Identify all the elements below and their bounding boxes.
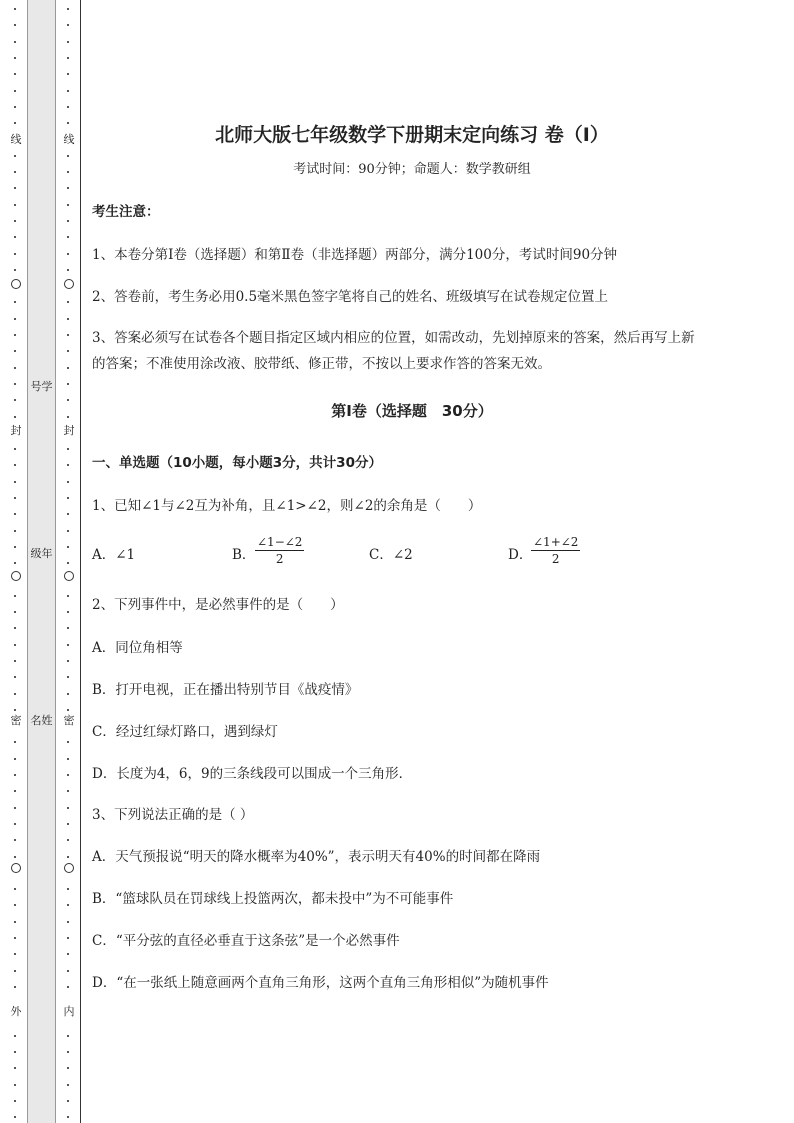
student-number-label: 号学 — [30, 380, 53, 393]
question-3-stem: 3、下列说法正确的是（ ） — [92, 807, 254, 823]
cut-line-dot — [14, 204, 16, 206]
question-2-option-a: A．同位角相等 — [92, 640, 183, 656]
cut-line-dot — [67, 383, 69, 385]
cut-line-dot — [14, 856, 16, 858]
cut-line-dot — [67, 595, 69, 597]
cut-line-dot — [14, 497, 16, 499]
cut-line-dot — [67, 562, 69, 564]
cut-line-dot — [14, 513, 16, 515]
cut-line-dot — [67, 953, 69, 955]
cut-line-dot — [14, 334, 16, 336]
cut-line-dot — [14, 1116, 16, 1118]
cut-line-dot — [67, 122, 69, 124]
cut-line-dot — [14, 41, 16, 43]
cut-line-dot — [14, 464, 16, 466]
cut-line-dot — [14, 367, 16, 369]
cut-line-dot — [67, 1116, 69, 1118]
cut-line-dot — [14, 562, 16, 564]
question-2-option-c: C．经过红绿灯路口，遇到绿灯 — [92, 724, 278, 740]
cut-line-dot — [67, 41, 69, 43]
cut-line-dot — [67, 481, 69, 483]
cut-line-dot — [67, 334, 69, 336]
cut-line-dot — [67, 187, 69, 189]
cut-line-dot — [14, 790, 16, 792]
cut-line-dot — [67, 73, 69, 75]
cut-line-dot — [14, 399, 16, 401]
cut-line-dot — [67, 823, 69, 825]
cut-line-dot — [14, 611, 16, 613]
notice-heading: 考生注意： — [92, 204, 160, 220]
fraction-denominator: 2 — [551, 552, 560, 566]
cut-line-dot — [67, 888, 69, 890]
cut-line-dot — [14, 57, 16, 59]
cut-line-dot — [67, 367, 69, 369]
cut-line-dot — [67, 171, 69, 173]
cut-line-dot — [14, 546, 16, 548]
cut-line-dot — [14, 709, 16, 711]
cut-line-dot — [14, 122, 16, 124]
notice-item: 1、本卷分第Ⅰ卷（选择题）和第Ⅱ卷（非选择题）两部分，满分100分，考试时间90分钟 — [92, 247, 618, 263]
outer-mark-xian: 线 — [10, 133, 22, 146]
question-2-stem: 2、下列事件中，是必然事件的是（ ） — [92, 597, 344, 613]
cut-line-dot — [67, 856, 69, 858]
cut-line-dot — [67, 709, 69, 711]
cut-line-dot — [67, 1084, 69, 1086]
fraction-numerator: ∠1+∠2 — [533, 535, 579, 549]
inner-mark-feng: 封 — [63, 424, 75, 437]
cut-line-dot — [67, 399, 69, 401]
cut-line-dot — [14, 318, 16, 320]
cut-line-dot — [67, 106, 69, 108]
binding-margin — [0, 0, 82, 1123]
outer-dotted-cut-line — [10, 0, 22, 1123]
inner-circle-marker — [64, 279, 74, 289]
question-3-option-a: A．天气预报说“明天的降水概率为40%”，表示明天有40%的时间都在降雨 — [92, 849, 541, 865]
question-1-stem: 1、已知∠1与∠2互为补角，且∠1>∠2，则∠2的余角是（ ） — [92, 498, 482, 514]
section-title: 第Ⅰ卷（选择题 30分） — [331, 402, 493, 420]
cut-line-dot — [14, 171, 16, 173]
cut-line-dot — [67, 8, 69, 10]
cut-line-dot — [14, 416, 16, 418]
fraction-denominator: 2 — [275, 552, 284, 566]
cut-line-dot — [67, 660, 69, 662]
inner-circle-marker — [64, 571, 74, 581]
question-3-option-d: D．“在一张纸上随意画两个直角三角形，这两个直角三角形相似”为随机事件 — [92, 975, 549, 991]
cut-line-dot — [14, 155, 16, 157]
question-1-option-d-fraction — [531, 534, 580, 567]
cut-line-dot — [14, 1084, 16, 1086]
cut-line-dot — [14, 807, 16, 809]
cut-line-dot — [14, 301, 16, 303]
cut-line-dot — [67, 448, 69, 450]
cut-line-dot — [14, 904, 16, 906]
cut-line-dot — [67, 269, 69, 271]
cut-line-dot — [67, 839, 69, 841]
outer-circle-marker — [11, 571, 21, 581]
cut-line-dot — [67, 155, 69, 157]
question-1-option-c: C．∠2 — [369, 547, 413, 563]
inner-dotted-cut-line — [63, 0, 75, 1123]
class-label: 级年 — [30, 547, 53, 560]
cut-line-dot — [14, 774, 16, 776]
cut-line-dot — [67, 497, 69, 499]
cut-line-dot — [67, 24, 69, 26]
outer-mark-wai: 外 — [10, 1005, 22, 1018]
notice-item-continued: 的答案；不准使用涂改液、胶带纸、修正带，不按以上要求作答的答案无效。 — [92, 356, 551, 372]
cut-line-dot — [14, 73, 16, 75]
cut-line-dot — [67, 513, 69, 515]
cut-line-dot — [14, 953, 16, 955]
cut-line-dot — [14, 660, 16, 662]
cut-line-dot — [14, 823, 16, 825]
question-1-option-d-prefix: D． — [508, 547, 533, 563]
cut-line-dot — [67, 236, 69, 238]
cut-line-dot — [67, 1035, 69, 1037]
inner-circle-marker — [64, 863, 74, 873]
cut-line-dot — [14, 8, 16, 10]
cut-line-dot — [14, 627, 16, 629]
cut-line-dot — [14, 187, 16, 189]
notice-item: 2、答卷前，考生务必用0.5毫米黑色签字笔将自己的姓名、班级填写在试卷规定位置上 — [92, 289, 609, 305]
cut-line-dot — [14, 970, 16, 972]
cut-line-dot — [14, 236, 16, 238]
cut-line-dot — [67, 1051, 69, 1053]
cut-line-dot — [67, 220, 69, 222]
cut-line-dot — [67, 627, 69, 629]
cut-line-dot — [14, 481, 16, 483]
cut-line-dot — [67, 1067, 69, 1069]
cut-line-dot — [14, 839, 16, 841]
cut-line-dot — [67, 904, 69, 906]
exam-title: 北师大版七年级数学下册期末定向练习 卷（Ⅰ） — [215, 124, 609, 146]
cut-line-dot — [67, 90, 69, 92]
cut-line-dot — [67, 741, 69, 743]
cut-line-dot — [67, 693, 69, 695]
cut-line-dot — [14, 986, 16, 988]
margin-border-line — [80, 0, 81, 1123]
question-1-option-b-prefix: B． — [232, 547, 256, 563]
outer-circle-marker — [11, 279, 21, 289]
cut-line-dot — [14, 448, 16, 450]
cut-line-dot — [67, 57, 69, 59]
cut-line-dot — [14, 383, 16, 385]
name-label: 名姓 — [30, 714, 53, 727]
question-1-option-a: A．∠1 — [92, 547, 136, 563]
cut-line-dot — [14, 644, 16, 646]
outer-circle-marker — [11, 863, 21, 873]
notice-item: 3、答案必须写在试卷各个题目指定区域内相应的位置，如需改动，先划掉原来的答案，然后再写上新 — [92, 330, 695, 346]
cut-line-dot — [14, 595, 16, 597]
cut-line-dot — [14, 530, 16, 532]
cut-line-dot — [67, 1100, 69, 1102]
fraction-numerator: ∠1−∠2 — [257, 535, 303, 549]
inner-mark-nei: 内 — [63, 1005, 75, 1018]
inner-mark-xian: 线 — [63, 133, 75, 146]
cut-line-dot — [67, 301, 69, 303]
cut-line-dot — [14, 676, 16, 678]
cut-line-dot — [67, 790, 69, 792]
cut-line-dot — [14, 1067, 16, 1069]
cut-line-dot — [67, 986, 69, 988]
question-2-option-b: B．打开电视，正在播出特别节目《战疫情》 — [92, 682, 359, 698]
question-2-option-d: D．长度为4，6，9的三条线段可以围成一个三角形． — [92, 766, 413, 782]
part-heading: 一、单选题（10小题，每小题3分，共计30分） — [92, 455, 382, 471]
cut-line-dot — [67, 676, 69, 678]
cut-line-dot — [14, 220, 16, 222]
cut-line-dot — [14, 269, 16, 271]
cut-line-dot — [14, 1051, 16, 1053]
cut-line-dot — [67, 416, 69, 418]
outer-mark-mi: 密 — [10, 714, 22, 727]
student-info-band — [27, 0, 56, 1123]
cut-line-dot — [14, 1035, 16, 1037]
cut-line-dot — [67, 644, 69, 646]
cut-line-dot — [14, 921, 16, 923]
cut-line-dot — [14, 90, 16, 92]
cut-line-dot — [67, 350, 69, 352]
cut-line-dot — [67, 546, 69, 548]
question-3-option-b: B．“篮球队员在罚球线上投篮两次，都未投中”为不可能事件 — [92, 891, 454, 907]
cut-line-dot — [14, 937, 16, 939]
cut-line-dot — [14, 741, 16, 743]
cut-line-dot — [14, 758, 16, 760]
cut-line-dot — [67, 204, 69, 206]
cut-line-dot — [67, 530, 69, 532]
cut-line-dot — [14, 888, 16, 890]
cut-line-dot — [14, 24, 16, 26]
cut-line-dot — [67, 970, 69, 972]
inner-mark-mi: 密 — [63, 714, 75, 727]
cut-line-dot — [67, 774, 69, 776]
question-1-option-b-fraction — [255, 534, 304, 567]
cut-line-dot — [14, 1100, 16, 1102]
cut-line-dot — [67, 318, 69, 320]
cut-line-dot — [67, 937, 69, 939]
cut-line-dot — [67, 758, 69, 760]
cut-line-dot — [67, 611, 69, 613]
cut-line-dot — [67, 921, 69, 923]
cut-line-dot — [14, 693, 16, 695]
question-3-option-c: C．“平分弦的直径必垂直于这条弦”是一个必然事件 — [92, 933, 400, 949]
cut-line-dot — [14, 253, 16, 255]
exam-subtitle: 考试时间：90分钟；命题人：数学教研组 — [293, 162, 531, 177]
cut-line-dot — [67, 464, 69, 466]
cut-line-dot — [14, 350, 16, 352]
outer-mark-feng: 封 — [10, 424, 22, 437]
cut-line-dot — [67, 807, 69, 809]
cut-line-dot — [14, 106, 16, 108]
cut-line-dot — [67, 253, 69, 255]
